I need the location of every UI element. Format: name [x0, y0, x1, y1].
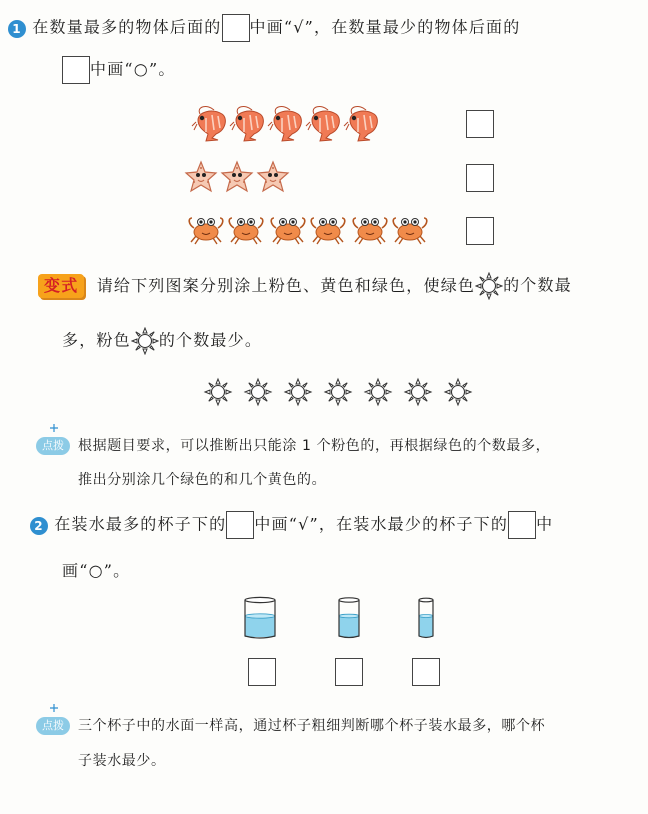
sun-icon[interactable] — [285, 379, 311, 405]
tip1-line2: 推出分别涂几个绿色的和几个黄色的。 — [78, 472, 327, 488]
tip2-line2: 子装水最少。 — [78, 753, 166, 769]
shrimp-icon — [192, 107, 225, 141]
q1-answer-box-shrimp[interactable] — [466, 110, 494, 138]
sun-icon[interactable] — [405, 379, 431, 405]
crab-icon — [189, 218, 223, 244]
sun-icon[interactable] — [445, 379, 471, 405]
crab-icon — [393, 218, 427, 244]
q2-text-b: 中画“√”，在装水最少的杯子下的 — [254, 514, 509, 534]
q1-text-b: 中画“√”，在数量最少的物体后面的 — [249, 17, 521, 37]
shrimp-icon — [230, 107, 263, 141]
tip1-badge: 点拨 — [36, 437, 70, 455]
q2-line1 — [30, 511, 553, 539]
variant-badge: 变式 — [38, 274, 84, 298]
shrimp-icon — [306, 107, 339, 141]
sun-icon[interactable] — [245, 379, 271, 405]
shrimp-icon — [344, 107, 377, 141]
tip1-line1: 根据题目要求，可以推断出只能涂 1 个粉色的，再根据绿色的个数最多， — [78, 438, 551, 454]
crab-row — [186, 213, 436, 253]
crab-icon — [353, 218, 387, 244]
narrow-cup-icon — [417, 596, 435, 640]
sun-icon[interactable] — [325, 379, 351, 405]
q1-inline-box-2 — [62, 56, 90, 84]
variant-line1 — [38, 272, 572, 300]
q2-text-a: 在装水最多的杯子下的 — [54, 514, 227, 534]
q1-line1 — [8, 14, 520, 42]
variant-text-a: 请给下列图案分别涂上粉色、黄色和绿色，使绿色 — [96, 275, 476, 295]
q2-line2: 画“○”。 — [62, 561, 131, 580]
starfish-icon — [222, 162, 252, 191]
shrimp-row — [190, 105, 390, 149]
q2-inline-box-2 — [508, 511, 536, 539]
wide-cup-icon — [243, 596, 277, 640]
q1-inline-box-1 — [222, 14, 250, 42]
starfish-icon — [258, 162, 288, 191]
q2-answer-box-narrow-cup[interactable] — [412, 658, 440, 686]
medium-cup-icon — [337, 596, 361, 640]
sun-icon — [131, 327, 159, 355]
crab-icon — [311, 218, 345, 244]
sun-row — [202, 377, 482, 413]
q1-line2 — [62, 56, 176, 84]
shrimp-icon — [268, 107, 301, 141]
sparkle-icon — [50, 424, 58, 432]
tip2-badge: 点拨 — [36, 717, 70, 735]
sparkle-icon — [50, 704, 58, 712]
q2-number: 2 — [30, 517, 48, 535]
q2-answer-box-medium-cup[interactable] — [335, 658, 363, 686]
q1-text-a: 在数量最多的物体后面的 — [32, 17, 222, 37]
variant-text-d: 的个数最少。 — [158, 330, 263, 350]
q1-text-c: 中画“○”。 — [90, 59, 176, 79]
sun-icon — [475, 272, 503, 300]
crab-icon — [271, 218, 305, 244]
q1-number: 1 — [8, 20, 26, 38]
variant-text-b: 的个数最 — [503, 275, 572, 295]
variant-text-c: 多，粉色 — [62, 330, 131, 350]
q1-answer-box-crab[interactable] — [466, 217, 494, 245]
starfish-row — [183, 160, 303, 198]
sun-icon[interactable] — [205, 379, 231, 405]
variant-line2 — [62, 327, 262, 355]
q1-answer-box-starfish[interactable] — [466, 164, 494, 192]
tip2-line1: 三个杯子中的水面一样高，通过杯子粗细判断哪个杯子装水最多，哪个杯 — [78, 718, 546, 734]
q2-inline-box-1 — [226, 511, 254, 539]
q2-answer-box-wide-cup[interactable] — [248, 658, 276, 686]
sun-icon[interactable] — [365, 379, 391, 405]
starfish-icon — [186, 162, 216, 191]
q2-text-c: 中 — [536, 514, 554, 534]
crab-icon — [229, 218, 263, 244]
